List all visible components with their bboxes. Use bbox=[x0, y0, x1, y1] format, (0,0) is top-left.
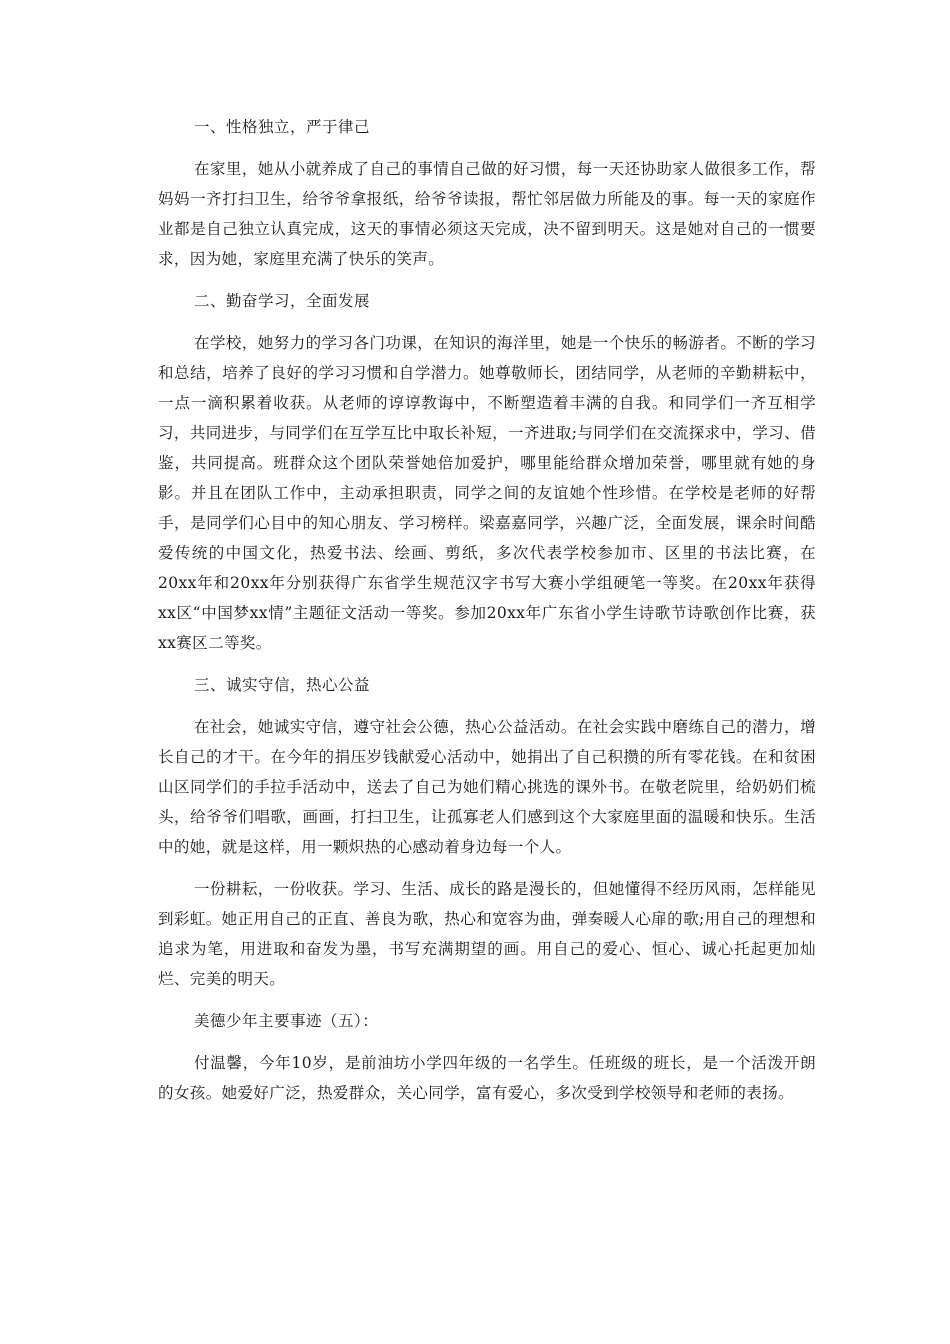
section-2-heading: 二、勤奋学习，全面发展 bbox=[194, 292, 371, 310]
document-page bbox=[158, 112, 816, 1120]
closing-paragraph: 一份耕耘，一份收获。学习、生活、成长的路是漫长的，但她懂得不经历风雨，怎样能见到彩虹。她正用自己的正直、善良为歌，热心和宽容为曲，弹奏暖人心扉的歌;用自己的理想和追求为笔，用进取和奋发为墨，书写充满期望的画。用自己的爱心、恒心、诚心托起更加灿烂、完美的明天。 bbox=[158, 880, 816, 988]
section-1-heading: 一、性格独立，严于律己 bbox=[194, 118, 371, 136]
next-section-body: 付温馨，今年10岁，是前油坊小学四年级的一名学生。任班级的班长，是一个活泼开朗的女孩。她爱好广泛，热爱群众，关心同学，富有爱心，多次受到学校领导和老师的表扬。 bbox=[158, 1054, 816, 1102]
section-1-body: 在家里，她从小就养成了自己的事情自己做的好习惯，每一天还协助家人做很多工作，帮妈妈一齐打扫卫生，给爷爷拿报纸，给爷爷读报，帮忙邻居做力所能及的事。每一天的家庭作业都是自己独立认真完成，这天的事情必须这天完成，决不留到明天。这是她对自己的一惯要求，因为她，家庭里充满了快乐的笑声。 bbox=[158, 160, 816, 268]
section-3-body: 在社会，她诚实守信，遵守社会公德，热心公益活动。在社会实践中磨练自己的潜力，增长自己的才干。在今年的捐压岁钱献爱心活动中，她捐出了自己积攒的所有零花钱。在和贫困山区同学们的手拉手活动中，送去了自己为她们精心挑选的课外书。在敬老院里，给奶奶们梳头，给爷爷们唱歌，画画，打扫卫生，让孤寡老人们感到这个大家庭里面的温暖和快乐。生活中的她，就是这样，用一颗炽热的心感动着身边每一个人。 bbox=[158, 718, 816, 856]
section-3-heading: 三、诚实守信，热心公益 bbox=[194, 676, 371, 694]
next-section-title: 美德少年主要事迹（五）： bbox=[194, 1012, 379, 1030]
section-2-body: 在学校，她努力的学习各门功课，在知识的海洋里，她是一个快乐的畅游者。不断的学习和总结，培养了良好的学习习惯和自学潜力。她尊敬师长，团结同学，从老师的辛勤耕耘中，一点一滴积累着收获。从老师的谆谆教诲中，不断塑造着丰满的自我。和同学们一齐互相学习，共同进步，与同学们在互学互比中取长补短，一齐进取;与同学们在交流探求中，学习、借鉴，共同提高。班群众这个团队荣誉她倍加爱护，哪里能给群众增加荣誉，哪里就有她的身影。并且在团队工作中，主动承担职责，同学之间的友谊她个性珍惜。在学校是老师的好帮手，是同学们心目中的知心朋友、学习榜样。梁嘉嘉同学，兴趣广泛，全面发展，课余时间酷爱传统的中国文化，热爱书法、绘画、剪纸，多次代表学校参加市、区里的书法比赛，在20xx年和20xx年分别获得广东省学生规范汉字书写大赛小学组硬笔一等奖。在20xx年获得xx区“中国梦xx情”主题征文活动一等奖。参加20xx年广东省小学生诗歌节诗歌创作比赛，获xx赛区二等奖。 bbox=[158, 334, 816, 652]
